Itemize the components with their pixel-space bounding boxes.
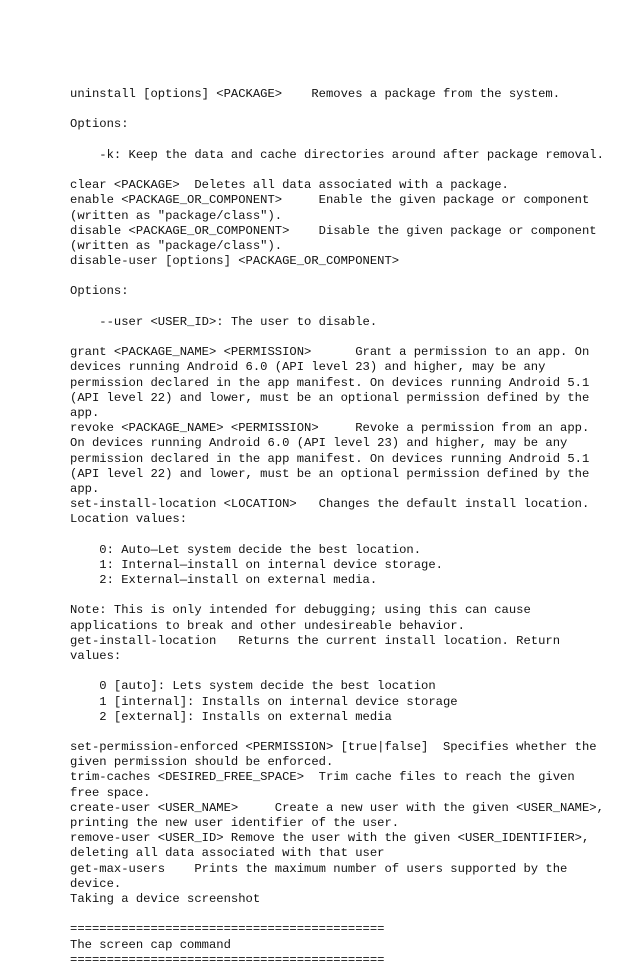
text-line: grant <PACKAGE_NAME> <PERMISSION> Grant a permission to an app. On: [70, 345, 590, 360]
text-line: [70, 133, 630, 148]
text-line: 1: Internal—install on internal device storage.: [70, 557, 443, 572]
section-heading-line: Taking a device screenshot: [70, 891, 261, 906]
text-line: clear <PACKAGE> Deletes all data associated with a package.: [70, 178, 509, 193]
text-line: [70, 527, 630, 542]
text-line: [70, 163, 630, 178]
text-line: [70, 588, 630, 603]
text-line: [70, 300, 630, 315]
text-line: On devices running Android 6.0 (API level 23) and higher, may be any: [70, 436, 568, 451]
text-line: 0: Auto—Let system decide the best location.: [70, 542, 422, 557]
text-line: disable-user [options] <PACKAGE_OR_COMPONENT>: [70, 254, 400, 269]
text-line: app.: [70, 405, 100, 420]
text-line: devices running Android 6.0 (API level 23) and higher, may be any: [70, 360, 546, 375]
text-line: applications to break and other undesireable behavior.: [70, 618, 465, 633]
text-line: [70, 907, 630, 922]
text-line: uninstall [options] <PACKAGE> Removes a package from the system.: [70, 87, 561, 101]
text-line: 2: External—install on external media.: [70, 573, 378, 587]
text-line: [70, 725, 630, 740]
text-line: permission declared in the app manifest. On devices running Android 5.1: [70, 451, 590, 466]
text-line: trim-caches <DESIRED_FREE_SPACE> Trim cache files to reach the given: [70, 770, 575, 785]
text-line: set-permission-enforced <PERMISSION> [true|false] Specifies whether the: [70, 740, 597, 755]
text-line: 2 [external]: Installs on external media: [70, 709, 392, 724]
text-line: Options:: [70, 284, 129, 299]
text-line: --user <USER_ID>: The user to disable.: [70, 314, 378, 329]
text-line: remove-user <USER_ID> Remove the user with the given <USER_IDENTIFIER>,: [70, 831, 590, 846]
text-line: [70, 102, 630, 117]
text-line: get-install-location Returns the current install location. Return: [70, 633, 561, 648]
text-line: (written as "package/class").: [70, 238, 283, 253]
text-line: deleting all data associated with that user: [70, 846, 385, 861]
text-line: [70, 330, 630, 345]
divider-line: ===========================================: [70, 922, 385, 937]
text-line: Note: This is only intended for debugging; using this can cause: [70, 603, 531, 618]
text-line: create-user <USER_NAME> Create a new user with the given <USER_NAME>,: [70, 800, 604, 815]
text-line: free space.: [70, 785, 151, 800]
text-line: get-max-users Prints the maximum number of users supported by the: [70, 861, 568, 876]
text-line: enable <PACKAGE_OR_COMPONENT> Enable the given package or component: [70, 193, 590, 208]
divider-line: ===========================================: [70, 952, 385, 967]
text-line: [70, 269, 630, 284]
text-line: revoke <PACKAGE_NAME> <PERMISSION> Revoke a permission from an app.: [70, 421, 590, 436]
text-line: (API level 22) and lower, must be an optional permission defined by the: [70, 466, 590, 481]
text-line: -k: Keep the data and cache directories around after package removal.: [70, 147, 604, 162]
text-line: permission declared in the app manifest. On devices running Android 5.1: [70, 375, 590, 390]
text-line: 0 [auto]: Lets system decide the best location: [70, 679, 436, 694]
text-line: printing the new user identifier of the user.: [70, 816, 400, 830]
text-line: Options:: [70, 117, 129, 132]
text-line: device.: [70, 876, 122, 891]
document-page: [70, 87, 630, 968]
text-line: (written as "package/class").: [70, 208, 283, 223]
text-line: given permission should be enforced.: [70, 755, 334, 770]
text-line: values:: [70, 648, 122, 663]
text-line: Location values:: [70, 512, 188, 527]
text-line: (API level 22) and lower, must be an optional permission defined by the: [70, 390, 590, 405]
text-line: disable <PACKAGE_OR_COMPONENT> Disable the given package or component: [70, 223, 597, 238]
text-line: [70, 664, 630, 679]
text-line: set-install-location <LOCATION> Changes the default install location.: [70, 497, 590, 512]
text-line: app.: [70, 481, 100, 496]
section-heading-line: The screen cap command: [70, 937, 231, 952]
text-line: 1 [internal]: Installs on internal device storage: [70, 694, 458, 709]
